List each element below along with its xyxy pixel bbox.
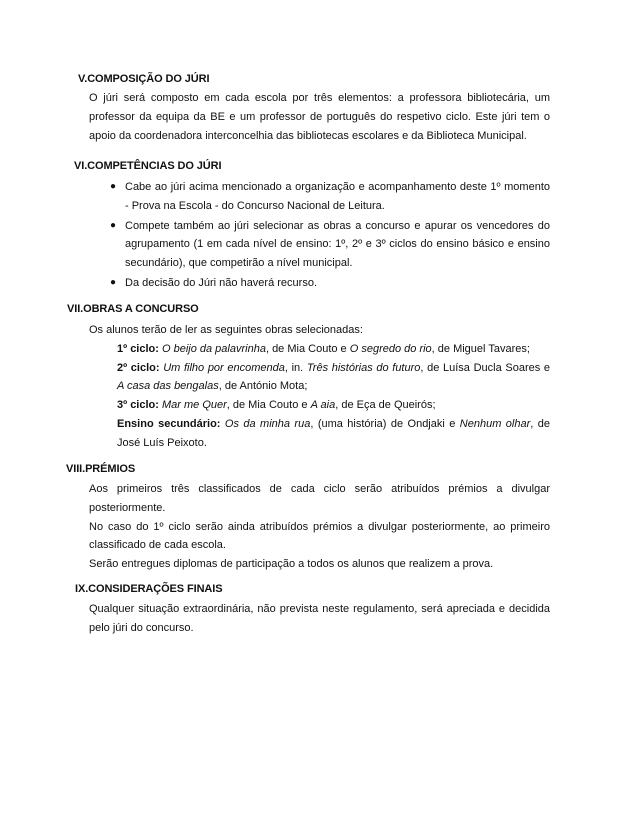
section-viii-paragraph-3: Serão entregues diplomas de participação a todos os alunos que realizem a prova. (89, 558, 494, 571)
section-viii-numeral: VIII. (66, 463, 86, 475)
section-viii-paragraph-1: Aos primeiros três classificados de cada ciclo serão atribuídos prémios a divulgar posteriormente. (89, 483, 550, 514)
book-title: Um filho por encomenda (163, 361, 285, 374)
cycle-label: 3º ciclo: (117, 399, 159, 412)
section-viii-body (89, 480, 550, 574)
book-text: , de Luísa Ducla Soares e (420, 361, 551, 374)
book-title: O segredo do rio (349, 342, 432, 355)
section-viii-title: PRÉMIOS (85, 463, 136, 475)
book-list-item-1st-cycle (117, 340, 550, 359)
book-title: O beijo da palavrinha (161, 342, 266, 355)
list-item (106, 178, 550, 216)
section-v-numeral: V. (78, 73, 88, 85)
book-text: , de Mia Couto e (226, 399, 311, 412)
section-vii-body (89, 321, 550, 453)
book-text: , de José Luís Peixoto. (117, 417, 550, 449)
cycle-label: Ensino secundário: (117, 417, 221, 430)
section-vi-title: COMPETÊNCIAS DO JÚRI (87, 160, 222, 172)
section-v-text: O júri será composto em cada escola por três elementos: a professora bibliotecária, um professor da equipa da BE e um professor de português do respetivo ciclo. Este júri tem o apoio da coordenadora interconcelhia das bibliotecas escolares e da Biblioteca Municipal. (89, 92, 550, 142)
section-v-title: COMPOSIÇÃO DO JÚRI (87, 73, 210, 85)
section-ix-heading (75, 583, 222, 595)
list-item (106, 217, 550, 273)
book-text: , de Mia Couto e (265, 342, 350, 355)
book-list-item-3rd-cycle (117, 396, 550, 415)
section-v-body (89, 89, 550, 145)
book-title: A aia (310, 399, 336, 412)
bullet-icon: ● (110, 276, 117, 288)
section-ix-title: CONSIDERAÇÕES FINAIS (88, 583, 223, 595)
book-text: , de António Mota; (218, 380, 308, 393)
section-vii-intro: Os alunos terão de ler as seguintes obras selecionadas: (89, 324, 363, 336)
list-item-text: Da decisão do Júri não haverá recurso. (125, 276, 317, 289)
section-vi-heading (74, 160, 221, 172)
section-viii-paragraph-2: No caso do 1º ciclo serão ainda atribuídos prémios a divulgar posteriormente, ao primeiro classificado de cada escola. (89, 520, 550, 552)
section-ix-text: Qualquer situação extraordinária, não prevista neste regulamento, será apreciada e decidida pelo júri do concurso. (89, 603, 550, 634)
book-text: , de Eça de Queirós; (335, 399, 436, 412)
list-item-text: Compete também ao júri selecionar as obras a concurso e apurar os vencedores do agrupamento (1 em cada nível de ensino: 1º, 2º e 3º ciclos do ensino básico e ensino secundário), que competirão a nível municipal. (125, 219, 550, 270)
list-item (106, 274, 550, 293)
book-title: Nenhum olhar (459, 417, 531, 430)
bullet-icon: ● (110, 219, 117, 231)
cycle-label: 1º ciclo: (117, 342, 159, 355)
book-list (89, 340, 550, 453)
section-v-heading (78, 73, 209, 85)
book-text: , de Miguel Tavares; (431, 342, 530, 355)
book-title: Mar me Quer (161, 399, 227, 412)
section-vi-list (89, 178, 550, 293)
section-ix-numeral: IX. (75, 583, 89, 595)
book-title: Três histórias do futuro (306, 361, 421, 374)
book-list-item-secondary (117, 415, 550, 453)
section-viii-heading (66, 463, 135, 475)
section-vii-title: OBRAS A CONCURSO (83, 303, 199, 315)
book-text: , (uma história) de Ondjaki e (310, 417, 460, 430)
cycle-label: 2º ciclo: (117, 361, 160, 374)
list-item-text: Cabe ao júri acima mencionado a organização e acompanhamento deste 1º momento - Prova na Escola - do Concurso Nacional de Leitura. (125, 181, 550, 212)
bullet-icon: ● (110, 181, 117, 192)
book-text: , in. (284, 361, 307, 374)
section-vii-numeral: VII. (67, 303, 84, 315)
section-ix-body (89, 600, 550, 638)
book-list-item-2nd-cycle (117, 359, 550, 397)
section-vi-numeral: VI. (74, 160, 88, 172)
book-title: A casa das bengalas (117, 380, 219, 393)
section-vii-heading (67, 303, 199, 315)
book-title: Os da minha rua (224, 417, 311, 430)
